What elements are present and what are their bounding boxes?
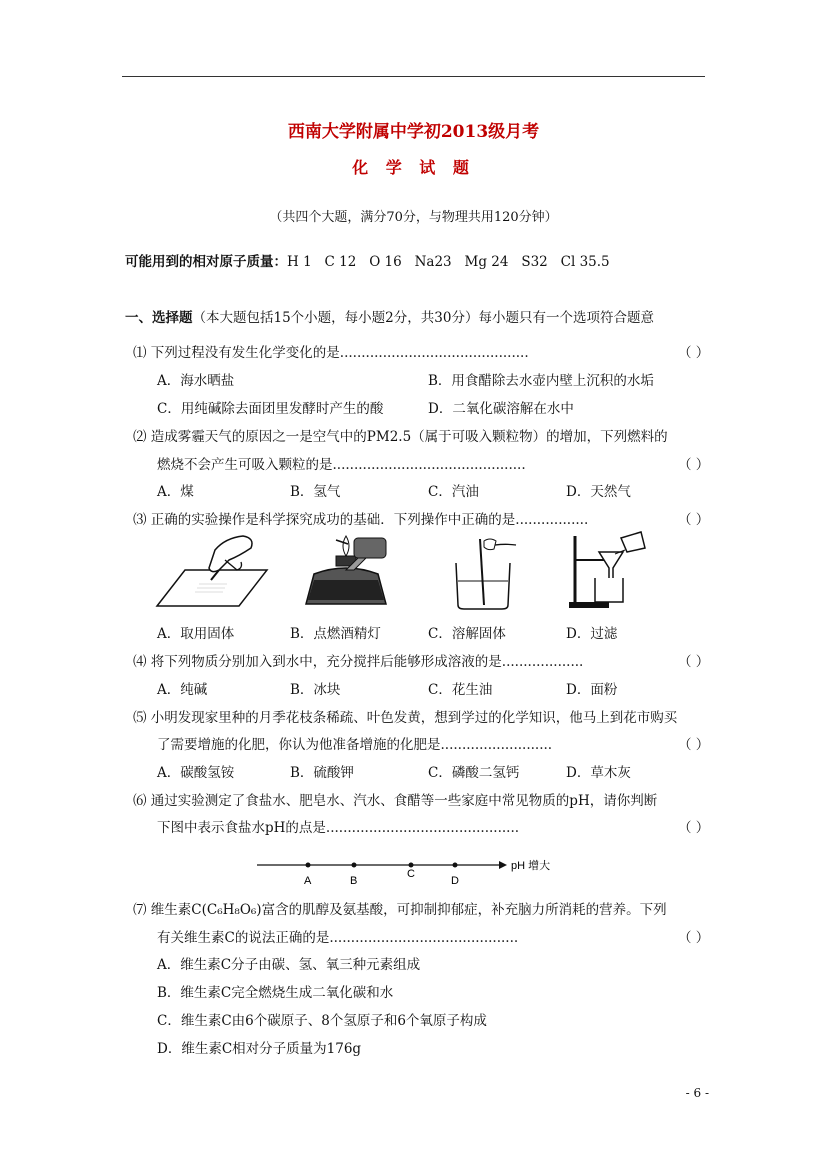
page-number: - 6 - (685, 1086, 709, 1100)
question-7-stem: ⑺ 维生素C(C₆H₈O₆)富含的肌醇及氨基酸，可抑制抑郁症，补充脑力所消耗的营养。下列 (133, 902, 667, 918)
question-6-stem: ⑹ 通过实验测定了食盐水、肥皂水、汽水、食醋等一些家庭中常见物质的pH，请你判断 (133, 793, 658, 809)
question-6-number: ⑹ (133, 793, 147, 809)
q3-option-a: A．取用固体 (157, 626, 235, 642)
question-5-number: ⑸ (133, 710, 147, 726)
q3-option-b: B．点燃酒精灯 (290, 626, 381, 642)
ph-point-b-label: B (350, 875, 358, 887)
exam-title: 西南大学附属中学初2013级月考 (287, 122, 540, 142)
answer-paren-1[interactable]: （ ） (678, 345, 710, 361)
q7-option-d: D．维生素C相对分子质量为176g (157, 1041, 362, 1057)
q2-option-b: B．氢气 (290, 484, 341, 500)
q4-option-a: A．纯碱 (157, 682, 208, 698)
question-7-stem-line2: 有关维生素C的说法正确的是............................................ (157, 930, 519, 946)
ph-point-c-label: C (407, 868, 415, 880)
ph-point-c-dot (409, 863, 414, 868)
q1-option-b: B．用食醋除去水壶内壁上沉积的水垢 (428, 373, 654, 389)
question-1-number: ⑴ (133, 345, 147, 361)
question-5-stem-line2: 了需要增施的化肥，你认为他准备增施的化肥是.......................... (157, 737, 553, 753)
ph-point-a-label: A (304, 875, 312, 887)
section-heading (125, 306, 654, 326)
q2-option-a: A．煤 (157, 484, 194, 500)
section-label: 一、选择题 (125, 310, 193, 326)
ph-point-a-dot (306, 863, 311, 868)
atomic-mass-values: H 1 C 12 O 16 Na23 Mg 24 S32 Cl 35.5 (287, 254, 610, 270)
dissolve-solid-illustration (450, 535, 525, 610)
q2-option-c: C．汽油 (428, 484, 479, 500)
answer-paren-3[interactable]: （ ） (678, 512, 710, 528)
question-4-stem: ⑷ 将下列物质分别加入到水中，充分搅拌后能够形成溶液的是................... (133, 654, 584, 670)
answer-paren-2[interactable]: （ ） (678, 457, 710, 473)
ph-axis-arrow (499, 861, 507, 869)
q4-option-d: D．面粉 (566, 682, 618, 698)
exam-note: （共四个大题，满分70分，与物理共用120分钟） (269, 210, 558, 225)
atomic-mass-line (125, 250, 610, 270)
ph-scale-diagram (255, 855, 575, 890)
q2-option-d: D．天然气 (566, 484, 631, 500)
question-1-stem: ⑴ 下列过程没有发生化学变化的是............................................ (133, 345, 529, 361)
q4-option-c: C．花生油 (428, 682, 493, 698)
q5-option-d: D．草木灰 (566, 765, 631, 781)
ph-point-b-dot (352, 863, 357, 868)
question-3-number: ⑶ (133, 512, 147, 528)
header-rule (122, 76, 705, 77)
atomic-mass-label: 可能用到的相对原子质量： (125, 254, 287, 270)
alcohol-lamp-illustration (296, 530, 396, 610)
exam-subtitle: 化 学 试 题 (352, 158, 475, 177)
question-4-number: ⑷ (133, 654, 147, 670)
question-7-number: ⑺ (133, 902, 147, 918)
question-5-stem: ⑸ 小明发现家里种的月季花枝条稀疏、叶色发黄，想到学过的化学知识，他马上到花市购买 (133, 710, 678, 726)
ph-point-d-label: D (451, 875, 459, 887)
q5-option-c: C．磷酸二氢钙 (428, 765, 520, 781)
q7-option-b: B．维生素C完全燃烧生成二氧化碳和水 (157, 985, 394, 1001)
take-solid-illustration (155, 530, 270, 610)
q7-option-a: A．维生素C分子由碳、氢、氧三种元素组成 (157, 957, 421, 973)
q1-option-a: A．海水晒盐 (157, 373, 235, 389)
question-2-stem-line2: 燃烧不会产生可吸入颗粒的是............................................. (157, 457, 526, 473)
q5-option-b: B．硫酸钾 (290, 765, 354, 781)
question-3-stem: ⑶ 正确的实验操作是科学探究成功的基础．下列操作中正确的是................. (133, 512, 589, 528)
ph-axis-label: pH 增大 (511, 860, 551, 872)
answer-paren-5[interactable]: （ ） (678, 737, 710, 753)
section-description: （本大题包括15个小题，每小题2分，共30分）每小题只有一个选项符合题意 (192, 310, 654, 326)
answer-paren-6[interactable]: （ ） (678, 820, 710, 836)
answer-paren-4[interactable]: （ ） (678, 654, 710, 670)
q7-option-c: C．维生素C由6个碳原子、8个氢原子和6个氧原子构成 (157, 1013, 487, 1029)
q3-option-d: D．过滤 (566, 626, 618, 642)
q3-option-c: C．溶解固体 (428, 626, 506, 642)
q1-option-d: D．二氧化碳溶解在水中 (428, 401, 574, 417)
q5-option-a: A．碳酸氢铵 (157, 765, 235, 781)
ph-point-d-dot (453, 863, 458, 868)
question-2-number: ⑵ (133, 429, 147, 445)
q4-option-b: B．冰块 (290, 682, 341, 698)
question-2-stem: ⑵ 造成雾霾天气的原因之一是空气中的PM2.5（属于可吸入颗粒物）的增加，下列燃料的 (133, 429, 668, 445)
filtration-illustration (565, 530, 650, 610)
q1-option-c: C．用纯碱除去面团里发酵时产生的酸 (157, 401, 384, 417)
question-6-stem-line2: 下图中表示食盐水pH的点是............................................. (157, 820, 520, 836)
answer-paren-7[interactable]: （ ） (678, 930, 710, 946)
